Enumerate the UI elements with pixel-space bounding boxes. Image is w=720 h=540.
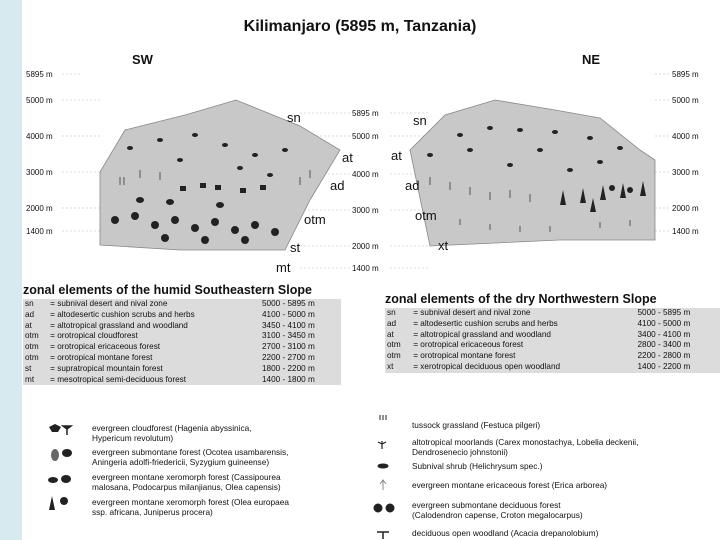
- center-axis-2000: 2000 m: [352, 242, 379, 251]
- zone-code: ad: [387, 318, 397, 328]
- dry-zone-table: [385, 308, 720, 373]
- zone-row: [385, 340, 720, 351]
- zone-row: [385, 330, 720, 341]
- zone-row: [23, 299, 341, 310]
- zone-desc: = subnival desert and nival zone: [413, 308, 531, 317]
- right-axis-1400: 1400 m: [672, 227, 699, 236]
- moorland-symbol: [378, 441, 386, 449]
- ne-zone-ad: ad: [405, 178, 420, 193]
- cloudforest-symbol: [49, 424, 61, 432]
- zone-desc: = mesotropical semi-deciduous forest: [50, 374, 187, 384]
- zone-range: 4100 - 5000 m: [261, 309, 315, 319]
- legend-right-2: altotropical moorlands (Carex monostachya, Lobelia deckenii, Dendrosenecio johnstonii): [412, 437, 639, 457]
- zone-code: sn: [387, 308, 396, 317]
- zone-code: sn: [25, 299, 34, 308]
- right-axis-5895: 5895 m: [672, 70, 699, 79]
- tussock-symbol: [380, 415, 386, 420]
- zone-row: [385, 319, 720, 330]
- submontane-forest-symbol: [51, 449, 59, 461]
- zone-code: xt: [387, 361, 394, 371]
- zone-desc: = orotropical montane forest: [50, 352, 153, 362]
- zone-code: ad: [25, 309, 35, 319]
- left-axis-5895: 5895 m: [26, 70, 53, 79]
- legend-right-4: evergreen montane ericaceous forest (Erica arborea): [412, 480, 608, 490]
- zone-range: 1400 - 1800 m: [261, 374, 315, 384]
- right-axis-2000: 2000 m: [672, 204, 699, 213]
- sw-zone-mt: mt: [276, 260, 291, 275]
- zone-range: 2700 - 3100 m: [261, 342, 315, 352]
- dry-slope-panel: [385, 292, 720, 382]
- zone-code: mt: [25, 374, 35, 384]
- zone-desc: = orotropical ericaceous forest: [50, 342, 161, 352]
- xeromorph-forest-symbol: [48, 477, 58, 483]
- zone-code: st: [25, 363, 32, 373]
- right-axis-5000: 5000 m: [672, 96, 699, 105]
- center-axis-5000: 5000 m: [352, 132, 379, 141]
- sw-zone-sn: sn: [287, 110, 301, 125]
- sw-label: SW: [132, 52, 153, 67]
- zone-row: [23, 321, 341, 332]
- zone-row: [23, 353, 341, 364]
- humid-zone-table: [23, 299, 341, 385]
- zone-desc: = subnival desert and nival zone: [50, 299, 168, 308]
- ne-slope-profile: [410, 100, 655, 246]
- zone-range: 2800 - 3400 m: [637, 340, 691, 350]
- zone-range: 5000 - 5895 m: [637, 308, 691, 317]
- sw-zone-at: at: [342, 150, 353, 165]
- zone-desc: = orotropical ericaceous forest: [413, 340, 524, 350]
- legend-right-5: evergreen submontane deciduous forest (Calodendron capense, Croton megalocarpus): [412, 500, 583, 520]
- ne-zone-at: at: [391, 148, 402, 163]
- zone-code: otm: [25, 331, 39, 341]
- subnival-shrub-symbol: [378, 464, 388, 468]
- humid-slope-panel: [23, 283, 341, 413]
- ericaceous-symbol: [380, 480, 386, 490]
- left-axis-1400: 1400 m: [26, 227, 53, 236]
- legend-right-1: tussock grassland (Festuca pilgeri): [412, 420, 541, 430]
- left-axis-3000: 3000 m: [26, 168, 53, 177]
- zone-row: [23, 310, 341, 321]
- zone-code: otm: [387, 340, 401, 350]
- zone-range: 3100 - 3450 m: [261, 331, 315, 341]
- zone-desc: = altodesertic cushion scrubs and herbs: [413, 318, 558, 328]
- legend-left-1: evergreen cloudforest (Hagenia abyssinica, Hypericum revolutum): [92, 423, 252, 443]
- legend-right-3: Subnival shrub (Helichrysum spec.): [412, 461, 543, 471]
- zone-desc: = orotropical montane forest: [413, 351, 516, 361]
- legend-left-4: evergreen montane xeromorph forest (Olea europaea ssp. africana, Juniperus procera): [92, 497, 289, 517]
- right-axis-4000: 4000 m: [672, 132, 699, 141]
- zone-range: 3400 - 4100 m: [637, 329, 691, 339]
- zone-code: at: [387, 329, 394, 339]
- zone-code: otm: [25, 352, 39, 362]
- center-axis-3000: 3000 m: [352, 206, 379, 215]
- zone-row: [385, 351, 720, 362]
- left-axis-4000: 4000 m: [26, 132, 53, 141]
- zone-range: 2200 - 2800 m: [637, 351, 691, 361]
- zone-range: 1800 - 2200 m: [261, 363, 315, 373]
- acacia-symbol: [377, 532, 389, 539]
- right-axis-3000: 3000 m: [672, 168, 699, 177]
- sw-zone-st: st: [290, 240, 301, 255]
- zone-desc: = altodesertic cushion scrubs and herbs: [50, 309, 195, 319]
- zone-range: 3450 - 4100 m: [261, 320, 315, 330]
- left-axis-5000: 5000 m: [26, 96, 53, 105]
- zone-row: [23, 364, 341, 375]
- zone-desc: = orotropical cloudforest: [50, 331, 138, 341]
- center-axis-4000: 4000 m: [352, 170, 379, 179]
- zone-desc: = altotropical grassland and woodland: [50, 320, 188, 330]
- sw-slope-profile: [100, 100, 340, 250]
- page-title: Kilimanjaro (5895 m, Tanzania): [243, 18, 477, 35]
- zone-desc: = supratropical mountain forest: [50, 363, 163, 373]
- zone-range: 5000 - 5895 m: [261, 299, 315, 308]
- ne-zone-xt: xt: [438, 238, 449, 253]
- left-axis-2000: 2000 m: [26, 204, 53, 213]
- ne-zone-otm: otm: [415, 208, 437, 223]
- legend-left-symbols: [46, 422, 76, 540]
- zone-desc: = xerotropical deciduous open woodland: [413, 361, 561, 371]
- olea-juniperus-symbol: [49, 496, 55, 510]
- legend-left-2: evergreen submontane forest (Ocotea usambarensis, Aningeria adolfi-friedericii, Syzygium guineense): [92, 447, 289, 467]
- zone-range: 2200 - 2700 m: [261, 352, 315, 362]
- zone-row: [385, 362, 720, 373]
- zone-range: 4100 - 5000 m: [637, 318, 691, 328]
- sw-zone-otm: otm: [304, 212, 326, 227]
- deciduous-forest-symbol: [374, 504, 382, 512]
- zone-desc: = altotropical grassland and woodland: [413, 329, 551, 339]
- zone-code: at: [25, 320, 32, 330]
- legend-right-6: deciduous open woodland (Acacia drepanolobium): [412, 528, 599, 538]
- zone-row: [23, 342, 341, 353]
- center-axis-1400: 1400 m: [352, 264, 379, 273]
- dry-panel-title: zonal elements of the dry Northwestern Slope: [385, 292, 657, 306]
- ne-label: NE: [582, 52, 601, 67]
- legend-left-3: evergreen montane xeromorph forest (Cassipourea malosana, Podocarpus milanjianus, Olea capensis): [92, 472, 281, 492]
- zone-row: [385, 308, 720, 319]
- legend-right-symbols: [370, 414, 400, 540]
- zone-row: [23, 375, 341, 386]
- zone-code: otm: [387, 351, 401, 361]
- center-axis-5895: 5895 m: [352, 109, 379, 118]
- zone-code: otm: [25, 342, 39, 352]
- zone-range: 1400 - 2200 m: [637, 361, 691, 371]
- ne-zone-sn: sn: [413, 113, 427, 128]
- zone-row: [23, 331, 341, 342]
- sw-zone-ad: ad: [330, 178, 345, 193]
- humid-panel-title: zonal elements of the humid Southeastern Slope: [23, 283, 312, 297]
